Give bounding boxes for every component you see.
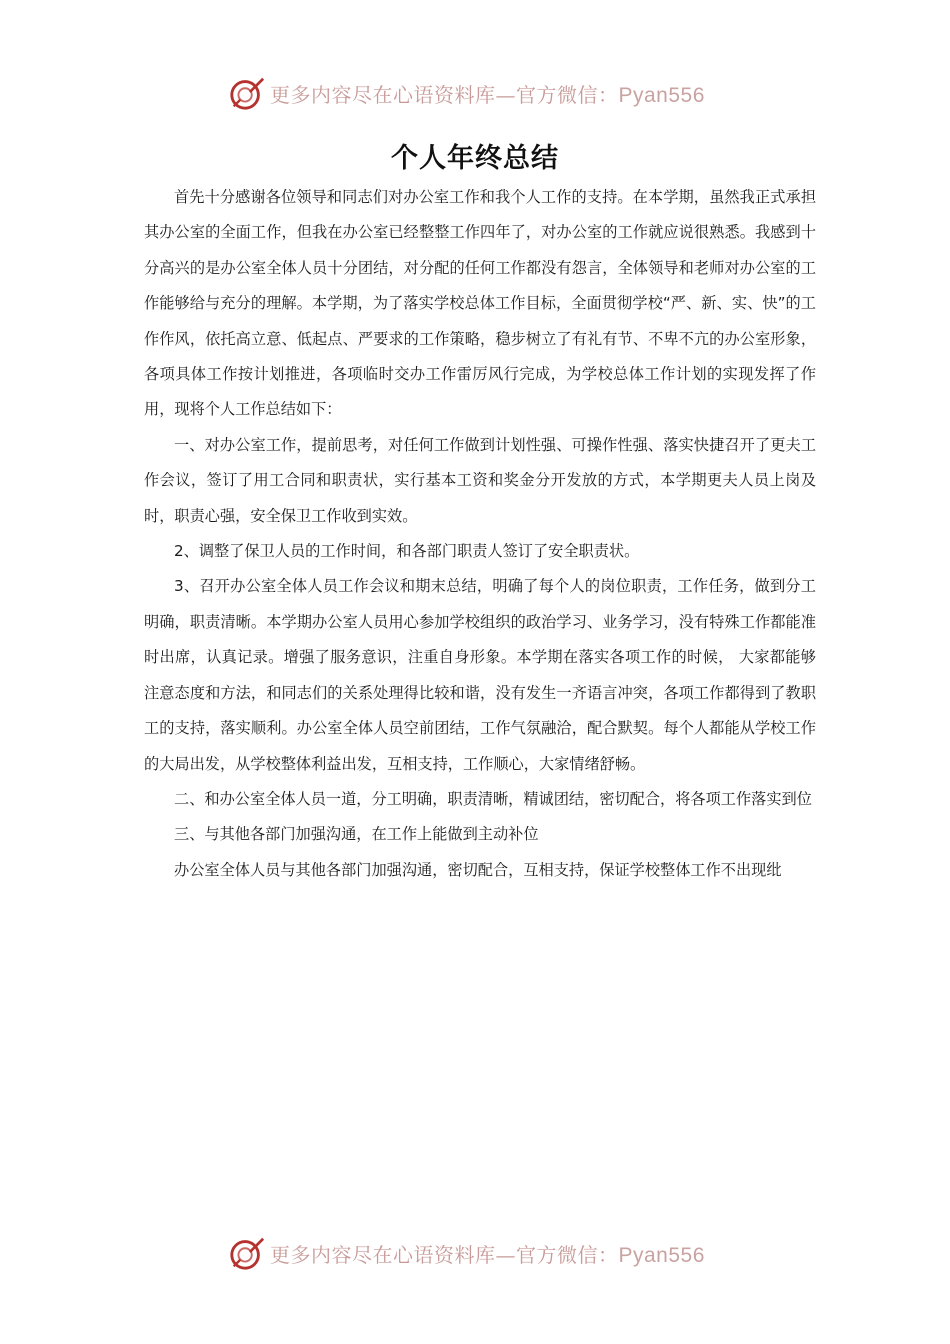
paragraph-intro: 首先十分感谢各位领导和同志们对办公室工作和我个人工作的支持。在本学期，虽然我正式承担其办公室的全面工作，但我在办公室已经整整工作四年了，对办公室的工作就应说很熟悉。我感到十分高兴的是办公室全体人员十分团结，对分配的任何工作都没有怨言，全体领导和老师对办公室的工作能够给与充分的理解。本学期，为了落实学校总体工作目标，全面贯彻学校“严、新、实、快”的工作作风，依托高立意、低起点、严要求的工作策略，稳步树立了有礼有节、不卑不亢的办公室形象，各项具体工作按计划推进，各项临时交办工作雷厉风行完成，为学校总体工作计划的实现发挥了作用，现将个人工作总结如下： [144,188,816,419]
document-body [144,180,816,888]
paragraph-section-3: 三、与其他各部门加强沟通，在工作上能做到主动补位 [174,825,539,844]
header-watermark [228,73,728,113]
pen-logo-icon [228,1234,266,1272]
watermark-text: 更多内容尽在心语资料库—官方微信：Pyan556 [270,1242,705,1267]
footer-watermark [228,1233,728,1273]
paragraph-section-3-body: 办公室全体人员与其他各部门加强沟通，密切配合，互相支持，保证学校整体工作不出现纰 [174,860,782,879]
watermark-text: 更多内容尽在心语资料库—官方微信：Pyan556 [270,82,705,107]
wechat-id: Pyan556 [618,1243,705,1267]
paragraph-item-1: 一、对办公室工作，提前思考，对任何工作做到计划性强、可操作性强、落实快捷召开了更夫工作会议，签订了用工合同和职责状，实行基本工资和奖金分开发放的方式，本学期更夫人员上岗及时，职责心强，安全保卫工作收到实效。 [144,435,816,525]
pen-logo-icon [228,74,266,112]
page-title: 个人年终总结 [391,143,559,174]
paragraph-section-2: 二、和办公室全体人员一道，分工明确，职责清晰，精诚团结，密切配合，将各项工作落实到位 [174,789,812,808]
paragraph-item-3: 3、召开办公室全体人员工作会议和期末总结，明确了每个人的岗位职责，工作任务，做到分工明确，职责清晰。本学期办公室人员用心参加学校组织的政治学习、业务学习，没有特殊工作都能准时出席，认真记录。增强了服务意识，注重自身形象。本学期在落实各项工作的时候， 大家都能够注意态度和方法，和同志们的关系处理得比较和谐，没有发生一齐语言冲突，各项工作都得到了教职工的支持，落实顺利。办公室全体人员空前团结，工作气氛融洽，配合默契。每个人都能从学校工作的大局出发，从学校整体利益出发，互相支持，工作顺心，大家情绪舒畅。 [144,577,816,773]
paragraph-item-2: 2、调整了保卫人员的工作时间，和各部门职责人签订了安全职责状。 [174,542,640,561]
wechat-id: Pyan556 [618,83,705,107]
